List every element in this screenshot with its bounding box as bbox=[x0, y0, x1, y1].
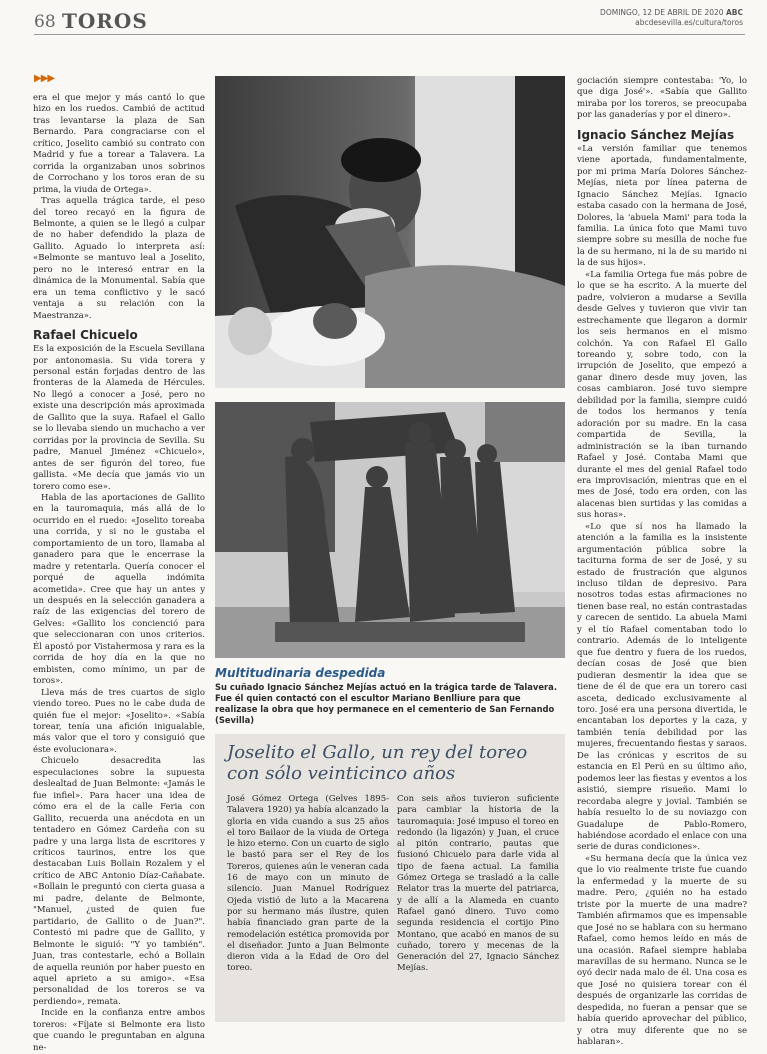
date-line bbox=[600, 8, 743, 28]
paragraph: «La familia Ortega fue más pobre de lo que se ha escrito. A la muerte del padre, volvieron a mudarse a Sevilla desde Gelves y tuvieron que vivir tan estrechamente que llegaron a dormir los seis hermanos en el mismo colchón. Ya con Rafael El Gallo toreando y, sobre todo, con la irrupción de Joselito, que empezó a ganar dinero desde muy joven, las cosas cambiaron. José tuvo siempre debilidad por la familia, siempre cuidó de todos los hermanos y tenía adoración por su madre. En la casa compartida de Sevilla, la administración se la iban turnando Rafael y José. Contaba Mami que durante el mes del genial Rafael todo era improvisación, mientras que en el mes de José, todo era orden, con las alacenas bien surtidas y las comidas a sus horas». bbox=[577, 269, 747, 521]
paragraph: gociación siempre contestaba: 'Yo, lo que diga José'». «Sabía que Gallito miraba por los toreros, se preocupaba por las ganaderías y por el dinero». bbox=[577, 76, 747, 121]
caption-title: Multitudinaria despedida bbox=[215, 666, 386, 680]
continuation-arrows-icon: ▶▶▶ bbox=[34, 73, 55, 84]
page-number: 68 bbox=[34, 12, 56, 32]
paragraph: Incide en la confianza entre ambos toreros: «Fíjate si Belmonte era listo que cuando le preguntaban en alguna ne- bbox=[33, 1008, 205, 1053]
sidebar-title: Joselito el Gallo, un rey del toreo con sólo veinticinco años bbox=[227, 742, 528, 784]
section-url: abcdesevilla.es/cultura/toros bbox=[635, 18, 743, 27]
header-rule bbox=[34, 34, 745, 35]
sculpture-photo-funeral bbox=[215, 402, 565, 658]
publication-date: DOMINGO, 12 DE ABRIL DE 2020 bbox=[600, 8, 724, 17]
subheading-chicuelo: Rafael Chicuelo bbox=[33, 328, 138, 343]
paragraph: Lleva más de tres cuartos de siglo viendo toreo. Pues no le cabe duda de quién fue el mejor: «Joselito». «Sabía torear, tenía una afición inigualable, más valor que el toro y consiguió que éste evolucionara». bbox=[33, 687, 205, 755]
paragraph: «La versión familiar que tenemos viene aportada, fundamentalmente, por mi prima María Dolores Sánchez-Mejías, nieta por línea paterna de Ignacio Sánchez Mejías. Ignacio estaba casado con la hermana de José, Dolores, la 'abuela Mami' para toda la familia. La única foto que Mami tuvo siempre sobre su mesilla de noche fue la de su hermano, ni la de su marido ni la de sus hijos». bbox=[577, 143, 747, 269]
sidebar-column-1: José Gómez Ortega (Gelves 1895-Talavera 1920) ya había alcanzado la gloria en vida cuando a sus 25 años el toro Bailaor de la viuda de Ortega le hizo eterno. Con un cuarto de siglo le bastó para ser el Rey de los Toreros, quienes aún le veneran cada 16 de mayo con un minuto de silencio. Juan Manuel Rodríguez Ojeda vistió de luto a la Macarena por su hermano más ilustre, quien había financiado gran parte de la remodelación estética promovida por el diseñador. Junto a Juan Belmonte dieron vida a la Edad de Oro del toreo. bbox=[227, 794, 389, 974]
sidebar-column-2: Con seis años tuvieron suficiente para cambiar la historia de la tauromaquia: José impuso el toreo en redondo (la ligazón) y Juan, el cruce al pitón contrario, pautas que fusionó Chicuelo para darle vida al tipo de faena actual. La familia Gómez Ortega se trasladó a la calle Relator tras la muerte del patriarca, y de allí a la Alameda en cuanto Rafael ganó dinero. Tuvo como segunda residencia el cortijo Pino Montano, que acabó en manos de su cuñado, torero y mecenas de la Generación del 27, Ignacio Sánchez Mejías. bbox=[397, 794, 559, 974]
historic-photo-deathbed bbox=[215, 76, 565, 388]
paragraph: Es la exposición de la Escuela Sevillana por antonomasia. Su vida torera y personal están forjadas dentro de las fronteras de la Alameda de Hércules. No llegó a conocer a José, pero no existe una descripción más aproximada de Gallito que la suya. Rafael el Gallo se lo llevaba siendo un muchacho a ver corridas por la provincia de Sevilla. Su padre, Manuel Jiménez «Chicuelo», antes de ser figurón del toreo, fue gallista. «Me decía que jamás vio un torero como ese». bbox=[33, 344, 205, 492]
subheading-sanchez-mejias: Ignacio Sánchez Mejías bbox=[577, 127, 735, 142]
paragraph: «Su hermana decía que la única vez que lo vio realmente triste fue cuando la enfermedad y la muerte de su madre. Pero, ¿quién no ha estado triste por la muerte de una madre? También afirmamos que es impensable que José no se hablara con su hermano Rafael, como hemos leído en más de una ocasión. Rafael siempre hablaba maravillas de su hermano. Nunca se le oyó decir nada malo de él. Una cosa es que José no quisiera torear con él después de organizarle las corridas de despedida, no fueran a pensar que se había querido aprovechar del público, y otra muy diferente que no se hablaran». bbox=[577, 853, 747, 1048]
section-title: TOROS bbox=[62, 9, 148, 33]
paragraph: Chicuelo desacredita las especulaciones sobre la supuesta deslealtad de Juan Belmonte: «Jamás le fue infiel». Para hacer una idea de cómo era el de la calle Feria con Gallito, recuerda una anécdota en un tentadero en Gómez Cardeña con su padre y una larga lista de escritores y críticos taurinos, entre los que destacaban Luis Bollain Rozalem y el crítico de ABC Antonio Díaz-Cañabate. «Bollain le preguntó con cierta guasa a mi padre, delante de Belmonte, "Manuel, ¿usted de quien fue partidario, de Gallito o de Juan?". Contestó mi padre que de Gallito, y Belmonte le siguió: "Y yo también". Juan, tras contestarle, echó a Bollain de aquella reunión por haber puesto en aquel aprieto a su amigo». «Esa personalidad de los toreros se va perdiendo», remata. bbox=[33, 756, 205, 1007]
caption-text: Su cuñado Ignacio Sánchez Mejías actuó en la trágica tarde de Talavera. Fue él quien contactó con el escultor Mariano Benlliure para que realizase la obra que hoy permanece en el cementerio de San Fernando (Sevilla) bbox=[215, 682, 557, 725]
article-column-1 bbox=[33, 93, 205, 1054]
paragraph: Habla de las aportaciones de Gallito en la tauromaquia, más allá de lo ocurrido en el ruedo: «Joselito toreaba una corrida, y si no le gustaba el comportamiento de un toro, llamaba al ganadero para que le encerrase la madre y retentarla. Quería conocer el porqué de aquella indómita acometida». Cree que hay un antes y un después en la selección ganadera a raíz de las exigencias del torero de Gelves: «Gallito los concienció para que seleccionaran con unos criterios. Él apostó por Vistahermosa y rara es la corrida de hoy día en la que no embisten, como mínimo, un par de toros». bbox=[33, 492, 205, 687]
sidebar-box bbox=[215, 734, 565, 1022]
page-header bbox=[0, 0, 767, 34]
article-column-4 bbox=[577, 76, 747, 1049]
paragraph: era el que mejor y más cantó lo que hizo en los ruedos. Cambió de actitud tras levantarse la plaza de San Bernardo. Para congraciarse con el crítico, Joselito cambió su contrato con Madrid y fue a torear a Talavera. La corrida la organizaban unos sobrinos de Corrochano y los toros eran de su prima, la viuda de Ortega». bbox=[33, 93, 205, 195]
paragraph: «Lo que sí nos ha llamado la atención a la familia es la insistente argumentación pública sobre la taciturna forma de ser de José, y su estado de frustración que algunos incluso tildan de depresivo. Para nosotros todas estas afirmaciones no tienen base real, no están contrastadas y carecen de sentido. La abuela Mami y el tío Rafael comentaban todo lo contrario. Además de lo inteligente que fue dentro y fuera de los ruedos, decían cosas de José que bien pudieran desmentir la idea que se tiene de él de que era un torero casi asceta, dedicado exclusivamente al toro. José era una persona divertida, le encantaban los deportes y la caza, y también tenía debilidad por las mujeres, frecuentando fiestas y saraos. De las crónicas y escritos de su estancia en El Perú en su último año, podemos leer las fiestas y eventos a los asistió, siempre risueño. Mami lo recordaba alegre y jovial. También se había resuelto lo de su noviazgo con Guadalupe de Pablo-Romero, habiéndose acordado el enlace con una serie de duras condiciones». bbox=[577, 521, 747, 853]
paragraph: Tras aquella trágica tarde, el peso del toreo recayó en la figura de Belmonte, a quien se le llegó a culpar de no haber defendido la plaza de Gallito. Aguado lo interpreta así: «Belmonte se mantuvo leal a Joselito, pero no le interesó entrar en la dinámica de la Monumental. Sabía que era un tema conflictivo y le sacó ventaja a su relación con la Maestranza». bbox=[33, 196, 205, 321]
brand-logo: ABC bbox=[725, 8, 743, 17]
